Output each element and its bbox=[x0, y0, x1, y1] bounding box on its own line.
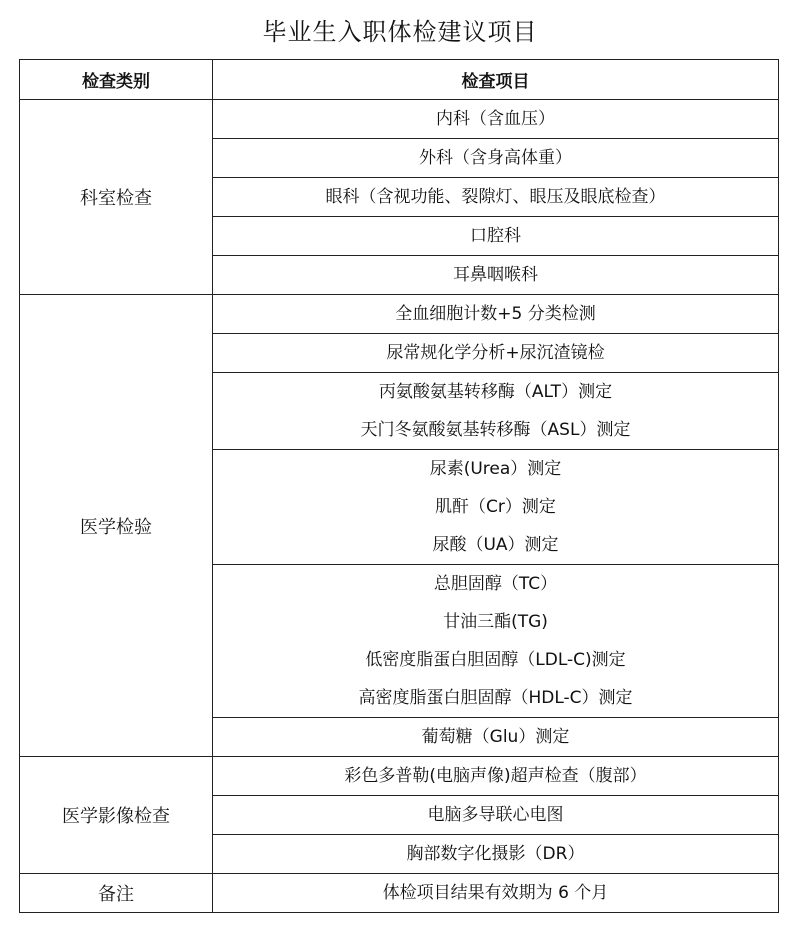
item-cell: 外科（含身高体重） bbox=[213, 139, 779, 178]
item-cell: 体检项目结果有效期为 6 个月 bbox=[213, 874, 779, 913]
item-cell: 口腔科 bbox=[213, 217, 779, 256]
item-cell: 彩色多普勒(电脑声像)超声检查（腹部） bbox=[213, 757, 779, 796]
table-row bbox=[20, 874, 779, 913]
category-cell: 医学影像检查 bbox=[20, 757, 213, 874]
item-cell: 耳鼻咽喉科 bbox=[213, 256, 779, 295]
item-cell: 葡萄糖（Glu）测定 bbox=[213, 718, 779, 757]
item-cell: 天门冬氨酸氨基转移酶（ASL）测定 bbox=[213, 411, 779, 450]
table-body bbox=[20, 100, 779, 913]
exam-table bbox=[19, 59, 779, 913]
header-items: 检查项目 bbox=[213, 60, 779, 100]
item-cell: 尿酸（UA）测定 bbox=[213, 526, 779, 565]
table-header-row bbox=[20, 60, 779, 100]
table-row bbox=[20, 100, 779, 139]
header-category: 检查类别 bbox=[20, 60, 213, 100]
item-cell: 尿素(Urea）测定 bbox=[213, 450, 779, 489]
item-cell: 电脑多导联心电图 bbox=[213, 796, 779, 835]
item-cell: 丙氨酸氨基转移酶（ALT）测定 bbox=[213, 373, 779, 412]
page-title: 毕业生入职体检建议项目 bbox=[262, 18, 538, 46]
table-row bbox=[20, 295, 779, 334]
item-cell: 内科（含血压） bbox=[213, 100, 779, 139]
category-cell: 医学检验 bbox=[20, 295, 213, 757]
item-cell: 总胆固醇（TC） bbox=[213, 565, 779, 604]
table-row bbox=[20, 757, 779, 796]
category-cell: 备注 bbox=[20, 874, 213, 913]
category-cell: 科室检查 bbox=[20, 100, 213, 295]
item-cell: 肌酐（Cr）测定 bbox=[213, 488, 779, 526]
item-cell: 胸部数字化摄影（DR） bbox=[213, 835, 779, 874]
item-cell: 甘油三酯(TG) bbox=[213, 603, 779, 641]
item-cell: 低密度脂蛋白胆固醇（LDL-C)测定 bbox=[213, 641, 779, 679]
item-cell: 高密度脂蛋白胆固醇（HDL-C）测定 bbox=[213, 679, 779, 718]
item-cell: 尿常规化学分析+尿沉渣镜检 bbox=[213, 334, 779, 373]
item-cell: 眼科（含视功能、裂隙灯、眼压及眼底检查） bbox=[213, 178, 779, 217]
item-cell: 全血细胞计数+5 分类检测 bbox=[213, 295, 779, 334]
